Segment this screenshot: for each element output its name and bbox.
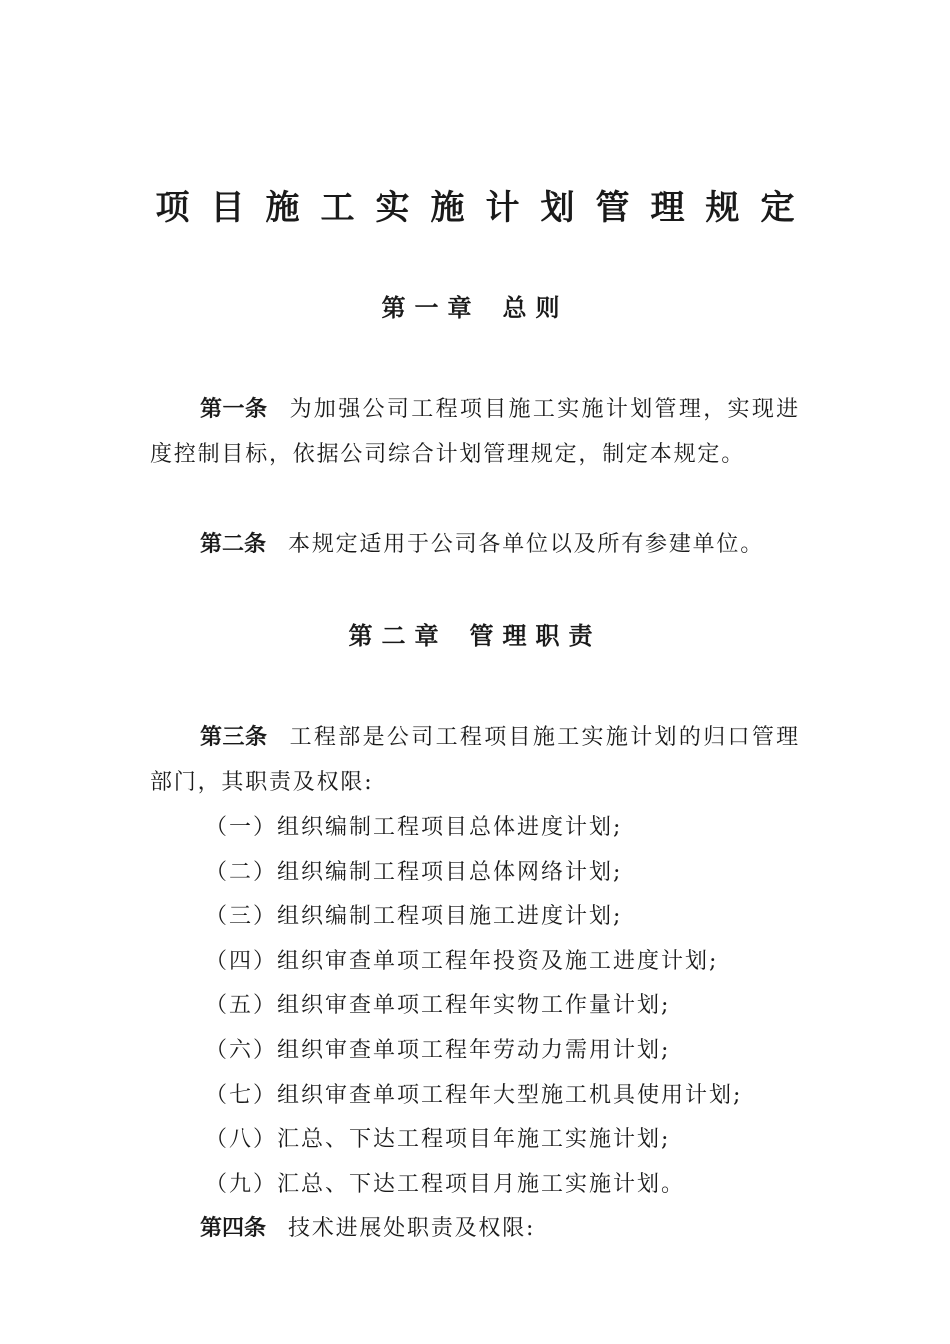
chapter-2-heading xyxy=(0,618,950,654)
list-item: （一）组织编制工程项目总体进度计划; xyxy=(205,815,623,840)
list-item: （八）汇总、下达工程项目年施工实施计划; xyxy=(205,1127,671,1152)
list-item: （二）组织编制工程项目总体网络计划; xyxy=(205,860,623,885)
article-1-text: 为加强公司工程项目施工实施计划管理，实现进度控制目标，依据公司综合计划管理规定，制定本规定。 xyxy=(150,397,800,467)
article-3-head: 第三条 xyxy=(200,725,268,750)
article-2 xyxy=(150,522,800,567)
list-item: （七）组织审查单项工程年大型施工机具使用计划; xyxy=(205,1083,743,1108)
article-2-text: 本规定适用于公司各单位以及所有参建单位。 xyxy=(288,532,765,557)
chapter-2-name: 管理职责 xyxy=(469,622,602,650)
list-item: （五）组织审查单项工程年实物工作量计划; xyxy=(205,993,671,1018)
article-2-head: 第二条 xyxy=(200,532,267,557)
document-title: 项目施工实施计划管理规定 xyxy=(155,188,816,228)
chapter-1-name: 总则 xyxy=(502,294,569,322)
list-item: （六）组织审查单项工程年劳动力需用计划; xyxy=(205,1038,671,1063)
chapter-1-number: 第一章 xyxy=(381,294,481,322)
article-4-text: 技术进展处职责及权限: xyxy=(288,1216,536,1241)
list-item: （九）汇总、下达工程项目月施工实施计划。 xyxy=(205,1172,686,1197)
article-3-text: 工程部是公司工程项目施工实施计划的归口管理部门，其职责及权限: xyxy=(150,725,800,795)
article-1-head: 第一条 xyxy=(200,397,268,422)
list-item: （三）组织编制工程项目施工进度计划; xyxy=(205,904,623,929)
chapter-1-heading xyxy=(0,290,950,326)
article-4-head: 第四条 xyxy=(200,1216,267,1241)
article-1 xyxy=(150,387,800,477)
list-item: （四）组织审查单项工程年投资及施工进度计划; xyxy=(205,949,719,974)
chapter-2-number: 第二章 xyxy=(348,622,448,650)
article-3 xyxy=(150,715,800,805)
article-4 xyxy=(150,1206,800,1251)
